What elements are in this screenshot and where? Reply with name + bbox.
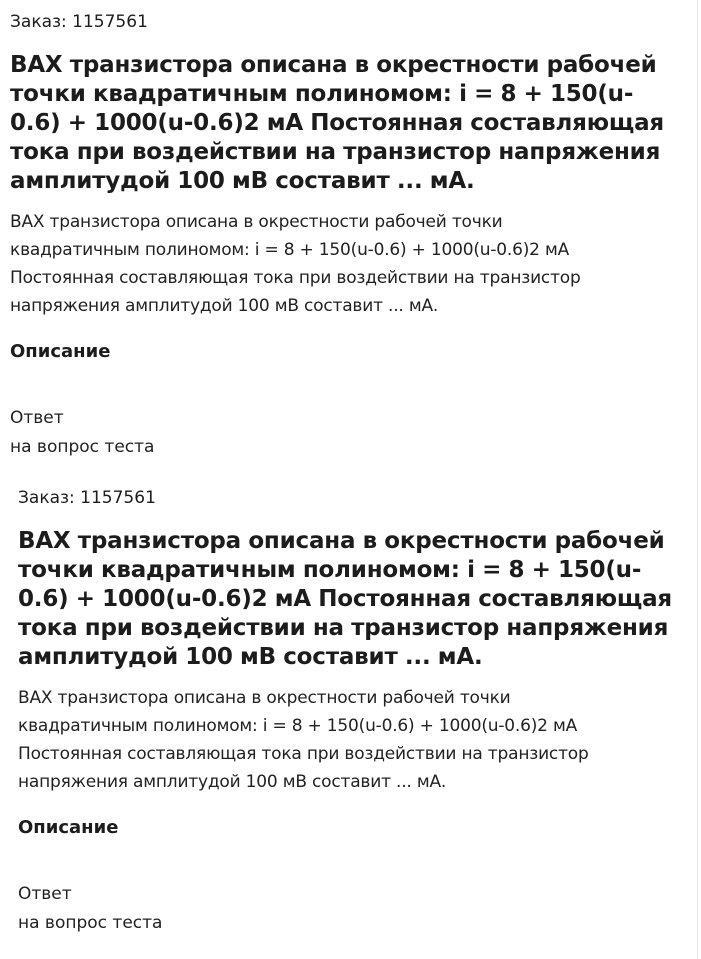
question-title: ВАХ транзистора описана в окрестности рабочей точки квадратичным полиномом: i = 8 + 150(u-0.6) + 1000(u-0.6)2 мА Постоянная составляющая тока при воздействии на транзистор напряжения амплитудой 100 мВ составит ... мА. [10,52,664,194]
question-title: ВАХ транзистора описана в окрестности рабочей точки квадратичным полиномом: i = 8 + 150(u-0.6) + 1000(u-0.6)2 мА Постоянная составляющая тока при воздействии на транзистор напряжения амплитудой 100 мВ составит ... мА. [18,528,672,670]
question-body-line: квадратичным полиномом: i = 8 + 150(u-0.6) + 1000(u-0.6)2 мА [10,240,570,260]
question-card [0,0,701,470]
question-body-line: квадратичным полиномом: i = 8 + 150(u-0.6) + 1000(u-0.6)2 мА [18,716,578,736]
question-body [10,208,679,320]
question-body-line: Постоянная составляющая тока при воздействии на транзистор [18,744,589,764]
question-body-line: ВАХ транзистора описана в окрестности рабочей точки [18,688,511,708]
answer-label: Ответ [10,408,64,428]
answer-subtitle: на вопрос теста [10,437,155,457]
question-card [0,470,701,959]
question-body-line: ВАХ транзистора описана в окрестности рабочей точки [10,212,503,232]
question-body-line: Постоянная составляющая тока при воздействии на транзистор [10,268,581,288]
answer-label: Ответ [18,884,72,904]
question-body-line: напряжения амплитудой 100 мВ составит ... мА. [18,772,447,792]
question-body-line: напряжения амплитудой 100 мВ составит ... мА. [10,296,439,316]
description-heading: Описание [10,341,111,362]
question-body [18,684,679,796]
answer-subtitle: на вопрос теста [18,913,163,933]
order-number: Заказ: 1157561 [18,488,156,508]
description-heading: Описание [18,817,119,838]
order-number: Заказ: 1157561 [10,12,148,32]
